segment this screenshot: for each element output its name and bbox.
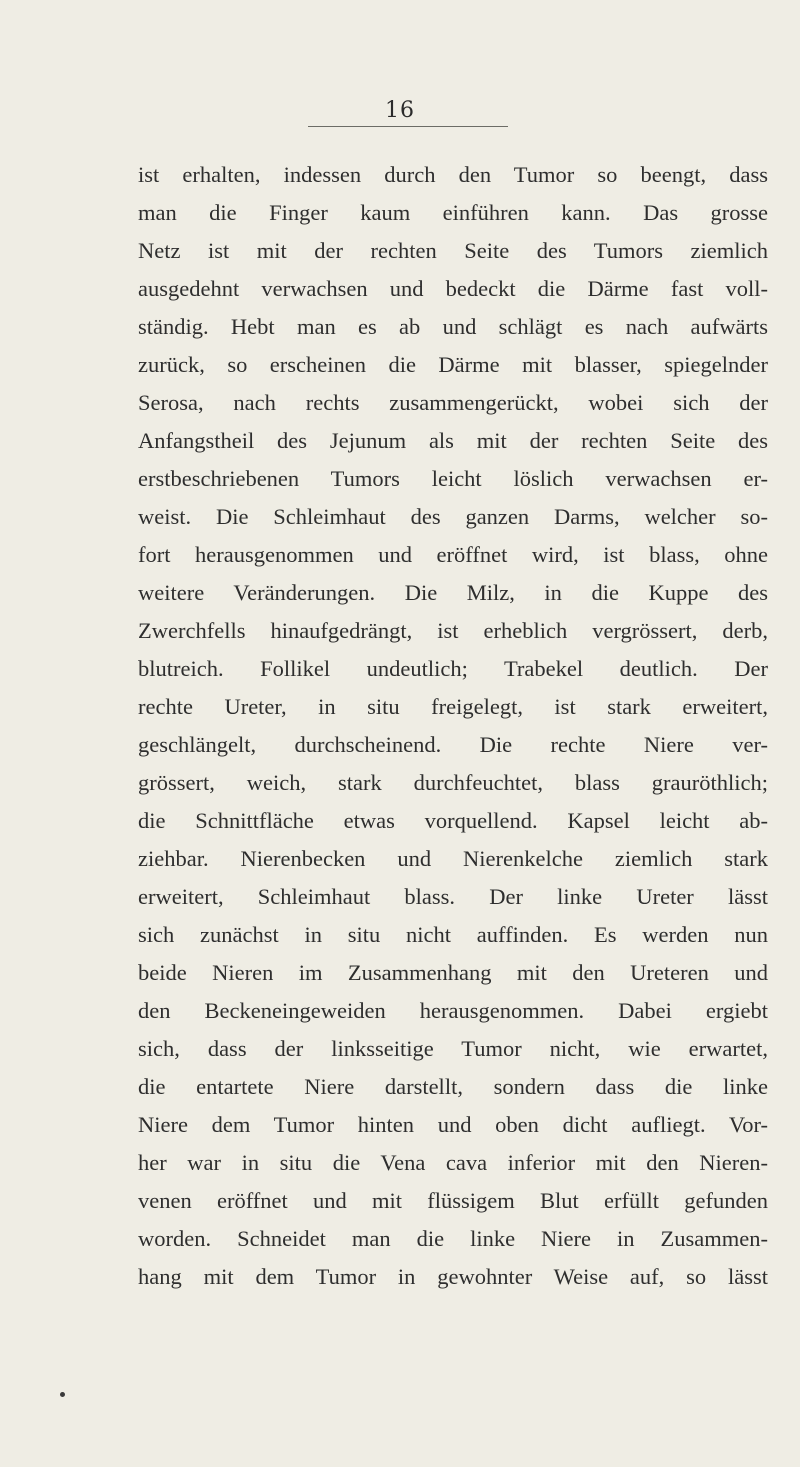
text-line: man die Finger kaum einführen kann. Das grosse bbox=[138, 200, 768, 225]
text-line: ständig. Hebt man es ab und schlägt es nach aufwärts bbox=[138, 314, 768, 339]
text-line: den Beckeneingeweiden herausgenommen. Dabei ergiebt bbox=[138, 998, 768, 1023]
text-line: venen eröffnet und mit flüssigem Blut erfüllt gefunden bbox=[138, 1188, 768, 1213]
page-number: 16 bbox=[385, 98, 415, 123]
text-line: hang mit dem Tumor in gewohnter Weise auf, so lässt bbox=[138, 1264, 768, 1289]
text-line: ist erhalten, indessen durch den Tumor so beengt, dass bbox=[138, 162, 768, 187]
text-line: rechte Ureter, in situ freigelegt, ist stark erweitert, bbox=[138, 694, 768, 719]
text-line: Niere dem Tumor hinten und oben dicht aufliegt. Vor- bbox=[138, 1112, 768, 1137]
text-line: ausgedehnt verwachsen und bedeckt die Därme fast voll- bbox=[138, 276, 768, 301]
text-line: Netz ist mit der rechten Seite des Tumors ziemlich bbox=[138, 238, 768, 263]
text-line: fort herausgenommen und eröffnet wird, ist blass, ohne bbox=[138, 542, 768, 567]
body-text bbox=[138, 156, 768, 1296]
text-line: Anfangstheil des Jejunum als mit der rechten Seite des bbox=[138, 428, 768, 453]
text-line: weist. Die Schleimhaut des ganzen Darms, welcher so- bbox=[138, 504, 768, 529]
text-line: sich, dass der linksseitige Tumor nicht, wie erwartet, bbox=[138, 1036, 768, 1061]
text-line: grössert, weich, stark durchfeuchtet, blass grauröthlich; bbox=[138, 770, 768, 795]
text-line: zurück, so erscheinen die Därme mit blasser, spiegelnder bbox=[138, 352, 768, 377]
text-line: geschlängelt, durchscheinend. Die rechte Niere ver- bbox=[138, 732, 768, 757]
text-line: weitere Veränderungen. Die Milz, in die Kuppe des bbox=[138, 580, 768, 605]
text-line: Zwerchfells hinaufgedrängt, ist erheblich vergrössert, derb, bbox=[138, 618, 768, 643]
text-line: erweitert, Schleimhaut blass. Der linke Ureter lässt bbox=[138, 884, 768, 909]
text-line: erstbeschriebenen Tumors leicht löslich verwachsen er- bbox=[138, 466, 768, 491]
ink-spot bbox=[60, 1392, 65, 1397]
text-line: Serosa, nach rechts zusammengerückt, wobei sich der bbox=[138, 390, 768, 415]
text-line: beide Nieren im Zusammenhang mit den Ureteren und bbox=[138, 960, 768, 985]
text-line: blutreich. Follikel undeutlich; Trabekel deutlich. Der bbox=[138, 656, 768, 681]
text-line: die Schnittfläche etwas vorquellend. Kapsel leicht ab- bbox=[138, 808, 768, 833]
text-line: sich zunächst in situ nicht auffinden. Es werden nun bbox=[138, 922, 768, 947]
text-line: die entartete Niere darstellt, sondern dass die linke bbox=[138, 1074, 768, 1099]
text-line: ziehbar. Nierenbecken und Nierenkelche ziemlich stark bbox=[138, 846, 768, 871]
header-rule bbox=[308, 126, 508, 127]
text-line: her war in situ die Vena cava inferior mit den Nieren- bbox=[138, 1150, 768, 1175]
text-line: worden. Schneidet man die linke Niere in Zusammen- bbox=[138, 1226, 768, 1251]
